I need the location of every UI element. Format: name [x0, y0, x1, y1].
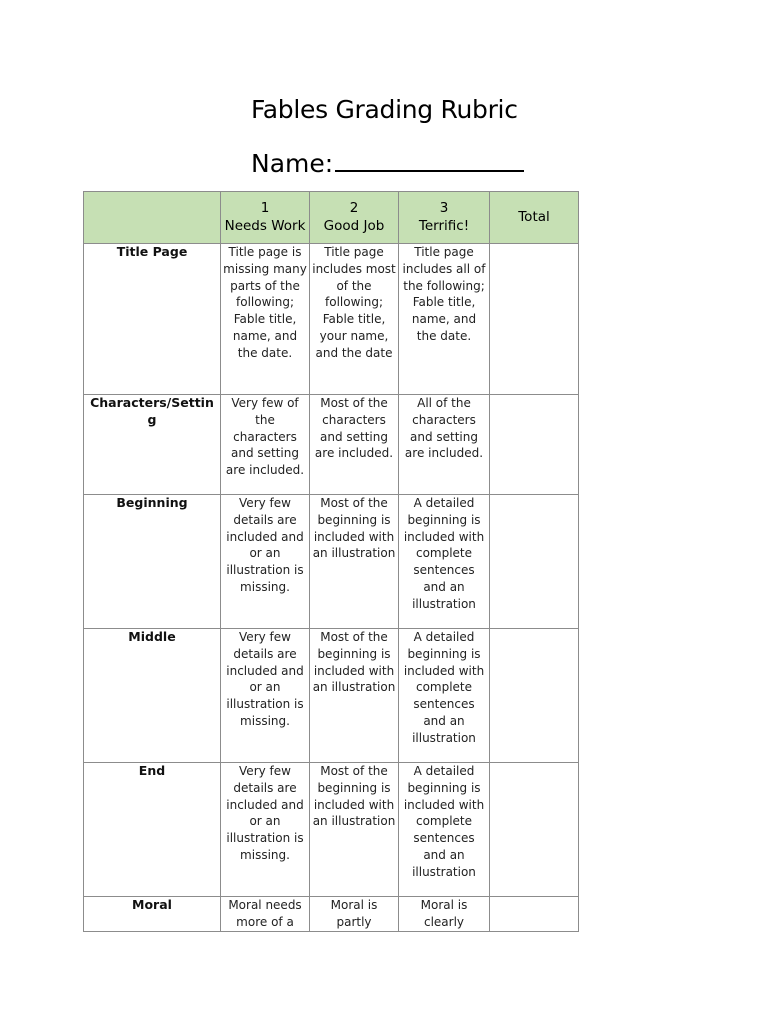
criterion-cell: Title Page	[84, 244, 221, 395]
header-label: Terrific!	[418, 217, 470, 234]
total-cell[interactable]	[490, 763, 579, 897]
header-needs-work	[221, 192, 310, 244]
rubric-row-moral	[84, 897, 579, 932]
good-job-cell: Moral is partly	[310, 897, 399, 932]
terrific-cell: All of the characters and setting are included.	[399, 395, 490, 495]
criterion-cell: Moral	[84, 897, 221, 932]
header-terrific	[399, 192, 490, 244]
rubric-row-end	[84, 763, 579, 897]
terrific-cell: A detailed beginning is included with complete sentences and an illustration	[399, 763, 490, 897]
rubric-table	[83, 191, 579, 932]
needs-work-cell: Very few of the characters and setting are included.	[221, 395, 310, 495]
rubric-row-middle	[84, 629, 579, 763]
header-score: 2	[349, 200, 359, 216]
header-label: Good Job	[323, 217, 385, 234]
terrific-cell: A detailed beginning is included with complete sentences and an illustration	[399, 495, 490, 629]
good-job-cell: Most of the beginning is included with an illustration	[310, 629, 399, 763]
total-cell[interactable]	[490, 629, 579, 763]
total-cell[interactable]	[490, 244, 579, 395]
header-total: Total	[490, 192, 579, 244]
terrific-cell: Moral is clearly	[399, 897, 490, 932]
document-title: Fables Grading Rubric	[251, 95, 518, 124]
rubric-row-beginning	[84, 495, 579, 629]
good-job-cell: Most of the beginning is included with an illustration	[310, 495, 399, 629]
good-job-cell: Most of the beginning is included with an illustration	[310, 763, 399, 897]
name-label: Name:	[251, 149, 334, 178]
needs-work-cell: Very few details are included and or an illustration is missing.	[221, 495, 310, 629]
name-field	[251, 144, 524, 178]
terrific-cell: A detailed beginning is included with complete sentences and an illustration	[399, 629, 490, 763]
terrific-cell: Title page includes all of the following; Fable title, name, and the date.	[399, 244, 490, 395]
good-job-cell: Most of the characters and setting are included.	[310, 395, 399, 495]
total-cell[interactable]	[490, 897, 579, 932]
rubric-header-row	[84, 192, 579, 244]
criterion-cell: End	[84, 763, 221, 897]
criterion-cell: Beginning	[84, 495, 221, 629]
rubric-row-title-page	[84, 244, 579, 395]
rubric-row-characters-setting	[84, 395, 579, 495]
needs-work-cell: Very few details are included and or an illustration is missing.	[221, 629, 310, 763]
good-job-cell: Title page includes most of the following; Fable title, your name, and the date	[310, 244, 399, 395]
total-cell[interactable]	[490, 495, 579, 629]
header-score: 3	[439, 200, 449, 216]
name-blank-line	[335, 144, 524, 172]
criterion-cell: Characters/Setting	[84, 395, 221, 495]
total-cell[interactable]	[490, 395, 579, 495]
needs-work-cell: Very few details are included and or an illustration is missing.	[221, 763, 310, 897]
needs-work-cell: Moral needs more of a	[221, 897, 310, 932]
needs-work-cell: Title page is missing many parts of the following; Fable title, name, and the date.	[221, 244, 310, 395]
header-score: 1	[260, 200, 270, 216]
header-criterion	[84, 192, 221, 244]
criterion-cell: Middle	[84, 629, 221, 763]
header-label: Needs Work	[224, 217, 306, 234]
header-good-job	[310, 192, 399, 244]
